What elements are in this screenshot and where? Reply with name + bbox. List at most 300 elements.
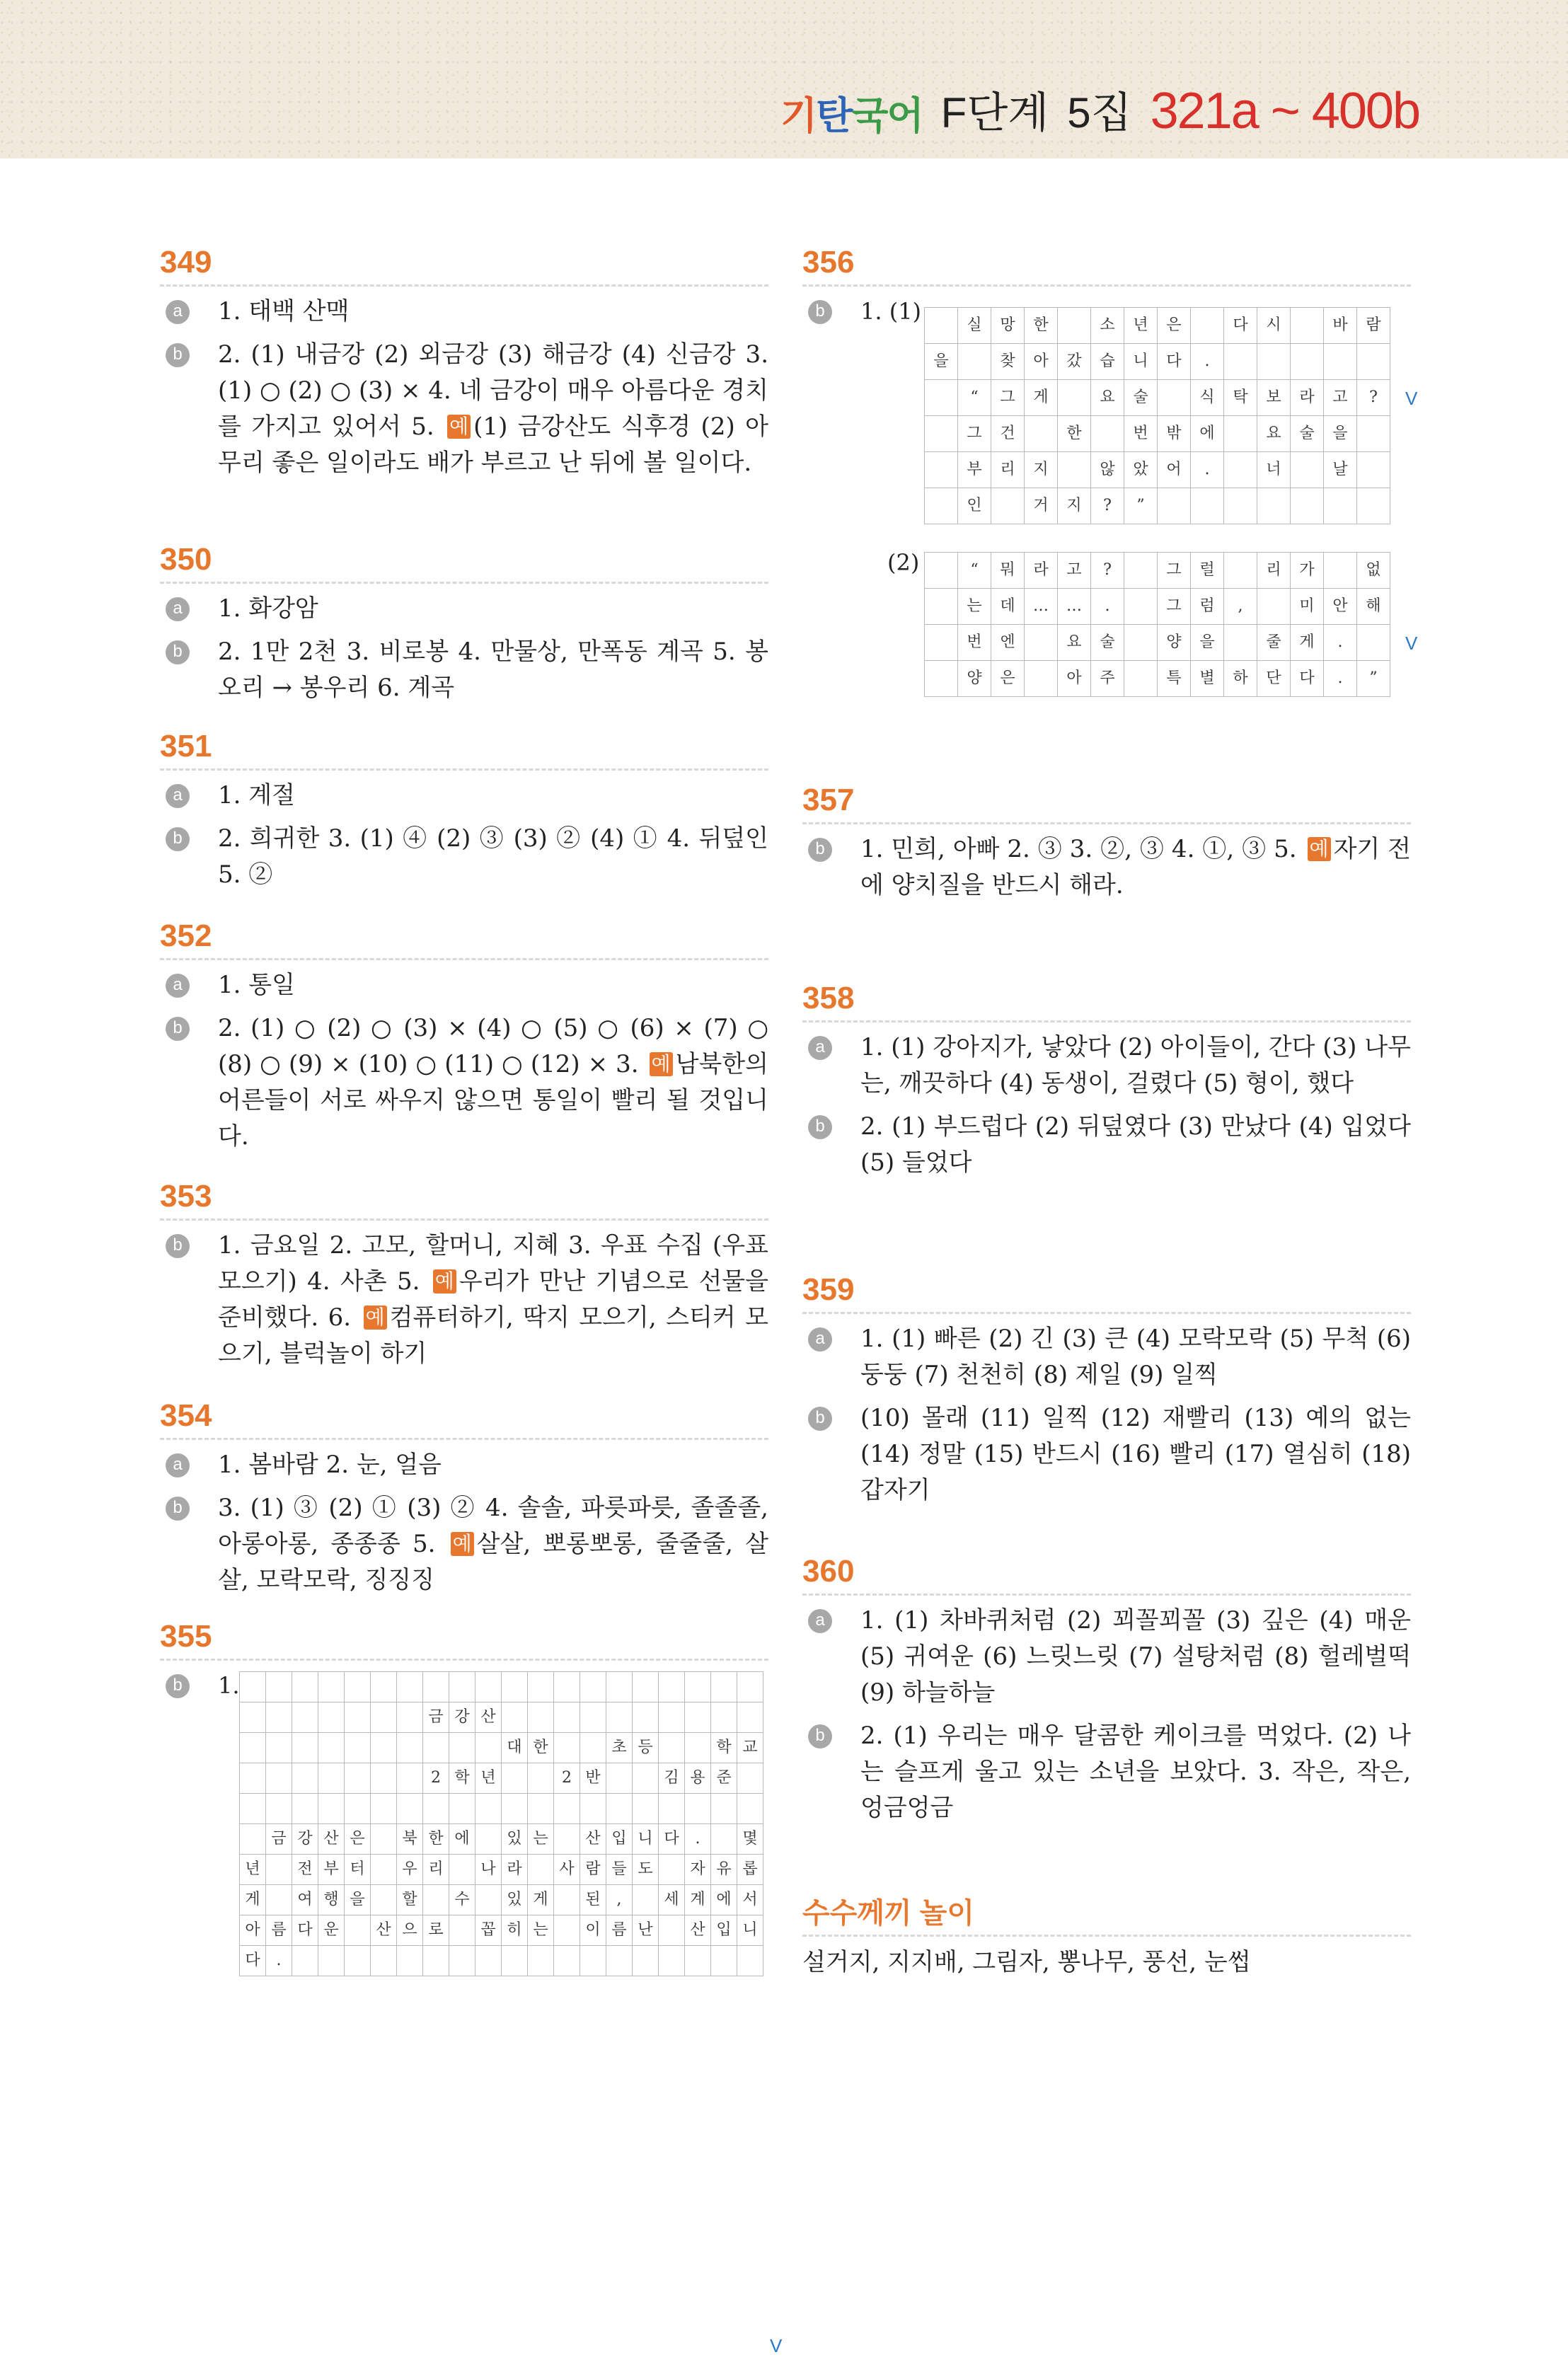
grid-cell bbox=[684, 1732, 711, 1763]
grid-cell bbox=[1090, 415, 1124, 452]
grid-cell: . bbox=[684, 1823, 711, 1855]
part-a bbox=[160, 778, 768, 814]
grid-cell: 그 bbox=[1157, 552, 1191, 589]
grid-cell: 한 bbox=[422, 1823, 449, 1855]
answer-351 bbox=[160, 725, 768, 893]
grid-cell bbox=[737, 1945, 763, 1976]
grid-cell: 다 bbox=[1223, 307, 1257, 344]
marker-a-icon: a bbox=[166, 597, 190, 621]
section-number: 354 bbox=[160, 1394, 768, 1440]
grid-cell: 세 bbox=[658, 1884, 685, 1915]
answer-353 bbox=[160, 1175, 768, 1372]
grid-cell: 게 bbox=[1290, 624, 1324, 661]
grid-cell bbox=[344, 1945, 371, 1976]
grid-cell bbox=[239, 1732, 266, 1763]
grid-cell bbox=[1356, 451, 1390, 488]
grid-cell: ” bbox=[1124, 488, 1158, 524]
grid-cell: 한 bbox=[1024, 307, 1058, 344]
grid-cell: “ bbox=[957, 379, 991, 416]
grid-cell: 망 bbox=[991, 307, 1025, 344]
grid-cell: 니 bbox=[1124, 343, 1158, 380]
grid-cell bbox=[449, 1945, 475, 1976]
marker-b-icon: b bbox=[166, 1674, 190, 1698]
grid-cell: 전 bbox=[292, 1854, 318, 1885]
grid-cell bbox=[527, 1854, 554, 1885]
grid-cell bbox=[475, 1823, 502, 1855]
grid-cell: 게 bbox=[527, 1884, 554, 1915]
grid-cell: 그 bbox=[957, 415, 991, 452]
grid-cell bbox=[292, 1671, 318, 1702]
grid-cell: 특 bbox=[1157, 660, 1191, 697]
grid-cell: 다 bbox=[239, 1945, 266, 1976]
grid-cell bbox=[1124, 588, 1158, 625]
grid-cell bbox=[527, 1671, 554, 1702]
answer-349 bbox=[160, 241, 768, 481]
part-a bbox=[160, 591, 768, 627]
grid-cell bbox=[265, 1763, 292, 1794]
grid-cell bbox=[1356, 343, 1390, 380]
grid-cell: 등 bbox=[632, 1732, 659, 1763]
marker-a-icon: a bbox=[166, 784, 190, 808]
logo-part-3: 국어 bbox=[851, 93, 923, 138]
grid-cell bbox=[606, 1763, 633, 1794]
grid-cell: 라 bbox=[1290, 379, 1324, 416]
grid-cell bbox=[710, 1793, 737, 1824]
grid-cell: 산 bbox=[370, 1915, 397, 1946]
grid-row bbox=[239, 1793, 763, 1823]
grid-cell bbox=[737, 1702, 763, 1733]
grid-cell: 도 bbox=[632, 1854, 659, 1885]
section-number: 359 bbox=[802, 1268, 1411, 1314]
grid-cell: 니 bbox=[632, 1823, 659, 1855]
grid-cell: 단 bbox=[1257, 660, 1291, 697]
grid-cell: 에 bbox=[1190, 415, 1224, 452]
grid-cell: 리 bbox=[422, 1854, 449, 1885]
grid-cell: 다 bbox=[292, 1915, 318, 1946]
grid-cell: 술 bbox=[1124, 379, 1158, 416]
section-number: 356 bbox=[802, 241, 1411, 287]
grid-cell bbox=[553, 1793, 580, 1824]
answer-label: 1. (1) bbox=[860, 298, 922, 325]
grid-cell bbox=[370, 1793, 397, 1824]
grid-cell bbox=[370, 1854, 397, 1885]
grid-cell: 한 bbox=[1057, 415, 1091, 452]
answer-text: 1. (1) 강아지가, 낳았다 (2) 아이들이, 간다 (3) 나무는, 깨끗하다 (4) 동생이, 걸렸다 (5) 형이, 했다 bbox=[860, 1033, 1411, 1097]
section-number: 355 bbox=[160, 1615, 768, 1661]
grid-cell bbox=[684, 1945, 711, 1976]
grid-cell: 금 bbox=[265, 1823, 292, 1855]
grid-cell: 은 bbox=[1157, 307, 1191, 344]
answer-text: 1. 화강암 bbox=[218, 594, 318, 623]
grid-cell: 술 bbox=[1090, 624, 1124, 661]
grid-cell bbox=[344, 1671, 371, 1702]
grid-cell bbox=[710, 1671, 737, 1702]
answer-text: 1. (1) 차바퀴처럼 (2) 꾀꼴꾀꼴 (3) 깊은 (4) 매운 (5) 귀여운 (6) 느릿느릿 (7) 설탕처럼 (8) 헐레벌떡 (9) 하늘하늘 bbox=[860, 1606, 1411, 1707]
grid-cell bbox=[1057, 307, 1091, 344]
logo-part-1: 기 bbox=[780, 93, 817, 138]
grid-cell: 라 bbox=[1024, 552, 1058, 589]
part-b bbox=[160, 1490, 768, 1598]
grid-cell bbox=[449, 1732, 475, 1763]
page-header bbox=[0, 0, 1568, 159]
grid-cell: 유 bbox=[710, 1854, 737, 1885]
grid-cell: 을 bbox=[1323, 415, 1357, 452]
grid-cell: 계 bbox=[684, 1884, 711, 1915]
answer-354 bbox=[160, 1394, 768, 1598]
part-a bbox=[802, 1030, 1411, 1102]
grid-cell bbox=[265, 1732, 292, 1763]
grid-cell bbox=[396, 1702, 423, 1733]
part-a bbox=[802, 1603, 1411, 1711]
part-b bbox=[160, 337, 768, 481]
grid-cell bbox=[527, 1763, 554, 1794]
grid-cell bbox=[449, 1854, 475, 1885]
grid-row bbox=[924, 379, 1390, 415]
grid-cell: 별 bbox=[1190, 660, 1224, 697]
header-title bbox=[780, 76, 1419, 140]
grid-cell bbox=[1290, 343, 1324, 380]
marker-b-icon: b bbox=[808, 838, 832, 862]
grid-cell bbox=[1323, 488, 1357, 524]
grid-cell: 너 bbox=[1257, 451, 1291, 488]
grid-cell: … bbox=[1057, 588, 1091, 625]
grid-cell bbox=[684, 1671, 711, 1702]
grid-cell bbox=[1356, 488, 1390, 524]
grid-cell: . bbox=[1190, 451, 1224, 488]
riddle-section bbox=[802, 1892, 1411, 1983]
grid-cell: 않 bbox=[1090, 451, 1124, 488]
grid-cell: 라 bbox=[501, 1854, 528, 1885]
answer-356 bbox=[802, 241, 1418, 687]
grid-cell bbox=[1223, 552, 1257, 589]
section-number: 349 bbox=[160, 241, 768, 287]
answer-label: 1. bbox=[218, 1672, 240, 1699]
grid-row bbox=[924, 660, 1390, 696]
grid-cell: 는 bbox=[957, 588, 991, 625]
grid-cell: 부 bbox=[957, 451, 991, 488]
grid-cell: 뭐 bbox=[991, 552, 1025, 589]
grid-cell bbox=[370, 1732, 397, 1763]
insertion-mark-icon: V bbox=[770, 2335, 783, 2356]
grid-cell: 요 bbox=[1057, 624, 1091, 661]
grid-cell: 초 bbox=[606, 1732, 633, 1763]
grid-cell bbox=[1024, 415, 1058, 452]
grid-cell: 금 bbox=[422, 1702, 449, 1733]
grid-cell bbox=[684, 1702, 711, 1733]
grid-cell bbox=[737, 1671, 763, 1702]
grid-cell: 몇 bbox=[737, 1823, 763, 1855]
grid-cell: 주 bbox=[1090, 660, 1124, 697]
marker-b-icon: b bbox=[166, 1497, 190, 1521]
grid-cell bbox=[318, 1945, 345, 1976]
grid-cell: . bbox=[1323, 624, 1357, 661]
grid-cell: 학 bbox=[710, 1732, 737, 1763]
grid-cell: 보 bbox=[1257, 379, 1291, 416]
grid-cell bbox=[370, 1702, 397, 1733]
grid-cell bbox=[396, 1793, 423, 1824]
grid-cell: 건 bbox=[991, 415, 1025, 452]
grid-cell bbox=[606, 1793, 633, 1824]
grid-cell bbox=[710, 1702, 737, 1733]
answer-text: 1. 태백 산맥 bbox=[218, 297, 350, 325]
grid-cell bbox=[606, 1945, 633, 1976]
grid-cell bbox=[1124, 660, 1158, 697]
part-b bbox=[160, 1228, 768, 1372]
grid-cell bbox=[318, 1793, 345, 1824]
grid-cell: 꼽 bbox=[475, 1915, 502, 1946]
grid-cell bbox=[449, 1915, 475, 1946]
grid-cell bbox=[292, 1763, 318, 1794]
grid-cell: 럴 bbox=[1190, 552, 1224, 589]
answer-350 bbox=[160, 538, 768, 706]
grid-cell bbox=[606, 1671, 633, 1702]
grid-cell: 미 bbox=[1290, 588, 1324, 625]
grid-cell: 난 bbox=[632, 1915, 659, 1946]
grid-cell bbox=[1157, 379, 1191, 416]
grid-cell: 고 bbox=[1323, 379, 1357, 416]
grid-cell bbox=[553, 1732, 580, 1763]
grid-cell bbox=[239, 1823, 266, 1855]
grid-cell bbox=[239, 1793, 266, 1824]
insertion-mark-icon: V bbox=[1405, 388, 1418, 409]
grid-cell bbox=[475, 1793, 502, 1824]
grid-cell: 람 bbox=[1356, 307, 1390, 344]
grid-cell: 갔 bbox=[1057, 343, 1091, 380]
grid-cell bbox=[475, 1884, 502, 1915]
grid-cell: 번 bbox=[957, 624, 991, 661]
grid-cell bbox=[924, 307, 958, 344]
grid-cell: 있 bbox=[501, 1884, 528, 1915]
grid-cell bbox=[344, 1732, 371, 1763]
grid-cell bbox=[344, 1793, 371, 1824]
grid-cell: 고 bbox=[1057, 552, 1091, 589]
answer-355 bbox=[160, 1615, 783, 2356]
grid-cell: 지 bbox=[1057, 488, 1091, 524]
grid-cell bbox=[658, 1793, 685, 1824]
grid-cell bbox=[580, 1945, 606, 1976]
marker-a-icon: a bbox=[808, 1036, 832, 1060]
grid-cell bbox=[1290, 451, 1324, 488]
answer-358 bbox=[802, 976, 1411, 1181]
manuscript-grid-1 bbox=[924, 307, 1390, 524]
grid-cell bbox=[1057, 451, 1091, 488]
marker-b-icon: b bbox=[808, 1115, 832, 1139]
grid-cell bbox=[1190, 488, 1224, 524]
grid-cell bbox=[396, 1763, 423, 1794]
grid-cell bbox=[344, 1915, 371, 1946]
grid-cell: , bbox=[1223, 588, 1257, 625]
level-label: F단계 bbox=[940, 89, 1049, 137]
grid-cell bbox=[606, 1702, 633, 1733]
grid-cell bbox=[501, 1763, 528, 1794]
answer-text: 1. 봄바람 2. 눈, 얼음 bbox=[218, 1451, 442, 1479]
grid-cell bbox=[632, 1671, 659, 1702]
grid-cell: . bbox=[1323, 660, 1357, 697]
grid-cell: 날 bbox=[1323, 451, 1357, 488]
part-b bbox=[802, 1109, 1411, 1181]
grid-cell: , bbox=[606, 1884, 633, 1915]
grid-cell bbox=[1024, 660, 1058, 697]
grid-cell bbox=[1223, 415, 1257, 452]
grid-cell bbox=[553, 1671, 580, 1702]
grid-cell: 은 bbox=[344, 1823, 371, 1855]
marker-a-icon: a bbox=[808, 1609, 832, 1633]
answer-352 bbox=[160, 914, 768, 1155]
grid-cell bbox=[475, 1732, 502, 1763]
grid-row bbox=[239, 1854, 763, 1884]
section-number: 358 bbox=[802, 976, 1411, 1022]
grid-cell bbox=[737, 1763, 763, 1794]
grid-cell: 없 bbox=[1356, 552, 1390, 589]
answer-357 bbox=[802, 778, 1411, 904]
grid-cell bbox=[239, 1671, 266, 1702]
grid-cell: 은 bbox=[991, 660, 1025, 697]
manuscript-grid bbox=[239, 1671, 763, 1976]
grid-row bbox=[239, 1671, 763, 1702]
grid-cell: 강 bbox=[292, 1823, 318, 1855]
grid-cell: 자 bbox=[684, 1854, 711, 1885]
grid-cell: 을 bbox=[344, 1884, 371, 1915]
grid-cell: 으 bbox=[396, 1915, 423, 1946]
grid-cell bbox=[658, 1671, 685, 1702]
grid-cell bbox=[658, 1854, 685, 1885]
part-b bbox=[160, 821, 768, 893]
grid-cell: 어 bbox=[1157, 451, 1191, 488]
brand-logo bbox=[780, 86, 923, 140]
grid-cell: 산 bbox=[475, 1702, 502, 1733]
grid-cell: 았 bbox=[1124, 451, 1158, 488]
grid-row bbox=[239, 1915, 763, 1945]
grid-cell: 니 bbox=[737, 1915, 763, 1946]
example-badge-icon: 예 bbox=[447, 415, 471, 439]
answer-text: 1. 금요일 2. 고모, 할머니, 지혜 3. 우표 수집 (우표 모으기) 4. 사촌 5. 예 우리가 만난 기념으로 선물을 준비했다. 6. 예 컴퓨터하기, 딱지 모으기, 스티커 모으기, 블럭놀이 하기 bbox=[218, 1231, 768, 1368]
grid-cell bbox=[475, 1671, 502, 1702]
grid-cell: 을 bbox=[1190, 624, 1224, 661]
grid-cell: 게 bbox=[239, 1884, 266, 1915]
answer-text: (10) 몰래 (11) 일찍 (12) 재빨리 (13) 예의 없는 (14) 정말 (15) 반드시 (16) 빨리 (17) 열심히 (18) 갑자기 bbox=[860, 1404, 1411, 1504]
grid-cell bbox=[924, 451, 958, 488]
grid-cell bbox=[1223, 488, 1257, 524]
part-a bbox=[160, 1447, 768, 1483]
grid-cell: 있 bbox=[501, 1823, 528, 1855]
grid-row bbox=[239, 1823, 763, 1854]
grid-cell: 찾 bbox=[991, 343, 1025, 380]
grid-cell bbox=[370, 1671, 397, 1702]
grid-cell: 년 bbox=[475, 1763, 502, 1794]
grid-cell bbox=[265, 1884, 292, 1915]
grid-cell bbox=[292, 1945, 318, 1976]
grid-cell: 양 bbox=[1157, 624, 1191, 661]
grid-cell: 람 bbox=[580, 1854, 606, 1885]
grid-cell bbox=[553, 1945, 580, 1976]
grid-cell: 번 bbox=[1124, 415, 1158, 452]
grid-cell bbox=[1223, 624, 1257, 661]
grid-cell bbox=[396, 1732, 423, 1763]
grid-cell: 강 bbox=[449, 1702, 475, 1733]
marker-a-icon: a bbox=[166, 974, 190, 998]
marker-b-icon: b bbox=[166, 343, 190, 367]
marker-b-icon: b bbox=[808, 1407, 832, 1431]
grid-cell bbox=[292, 1702, 318, 1733]
grid-cell: 소 bbox=[1090, 307, 1124, 344]
grid-cell bbox=[265, 1854, 292, 1885]
part-b bbox=[160, 1010, 768, 1155]
grid-cell bbox=[580, 1732, 606, 1763]
marker-b-icon: b bbox=[166, 1017, 190, 1041]
grid-cell: . bbox=[265, 1945, 292, 1976]
grid-cell bbox=[265, 1793, 292, 1824]
grid-cell: 름 bbox=[265, 1915, 292, 1946]
grid-cell: 사 bbox=[553, 1854, 580, 1885]
grid-cell bbox=[475, 1945, 502, 1976]
grid-cell: . bbox=[1190, 343, 1224, 380]
grid-row bbox=[924, 307, 1390, 343]
grid-cell bbox=[924, 660, 958, 697]
grid-cell bbox=[239, 1702, 266, 1733]
part-a bbox=[160, 967, 768, 1003]
grid-cell bbox=[1323, 552, 1357, 589]
grid-cell bbox=[1223, 451, 1257, 488]
grid-cell bbox=[318, 1732, 345, 1763]
grid-cell: 그 bbox=[991, 379, 1025, 416]
grid-cell bbox=[658, 1945, 685, 1976]
grid-cell: 요 bbox=[1257, 415, 1291, 452]
grid-cell: 산 bbox=[580, 1823, 606, 1855]
grid-row bbox=[924, 552, 1390, 588]
grid-cell: 습 bbox=[1090, 343, 1124, 380]
grid-cell: 로 bbox=[422, 1915, 449, 1946]
grid-cell: 인 bbox=[957, 488, 991, 524]
grid-row bbox=[239, 1945, 763, 1976]
marker-a-icon: a bbox=[166, 1453, 190, 1477]
answer-text: 1. 민희, 아빠 2. ③ 3. ②, ③ 4. ①, ③ 5. 예 자기 전에 양치질을 반드시 해라. bbox=[860, 835, 1412, 899]
grid-cell bbox=[370, 1884, 397, 1915]
grid-cell bbox=[449, 1793, 475, 1824]
grid-cell: 시 bbox=[1257, 307, 1291, 344]
grid-cell bbox=[1290, 307, 1324, 344]
grid-cell: 년 bbox=[239, 1854, 266, 1885]
marker-b-icon: b bbox=[808, 300, 832, 324]
grid-cell: 름 bbox=[606, 1915, 633, 1946]
grid-cell: 줄 bbox=[1257, 624, 1291, 661]
grid-cell bbox=[422, 1884, 449, 1915]
grid-cell: 럼 bbox=[1190, 588, 1224, 625]
grid-cell: 리 bbox=[1257, 552, 1291, 589]
range-label: 321a ~ 400b bbox=[1150, 83, 1419, 139]
grid-cell bbox=[501, 1793, 528, 1824]
grid-cell bbox=[449, 1671, 475, 1702]
answer-360 bbox=[802, 1550, 1411, 1826]
marker-a-icon: a bbox=[166, 300, 190, 324]
grid-cell bbox=[265, 1702, 292, 1733]
grid-cell: 는 bbox=[527, 1915, 554, 1946]
grid-cell: “ bbox=[957, 552, 991, 589]
grid-cell bbox=[553, 1823, 580, 1855]
section-number: 360 bbox=[802, 1550, 1411, 1596]
grid-row bbox=[924, 451, 1390, 488]
marker-a-icon: a bbox=[808, 1327, 832, 1352]
grid-cell: 바 bbox=[1323, 307, 1357, 344]
grid-cell bbox=[501, 1671, 528, 1702]
grid-cell bbox=[632, 1945, 659, 1976]
grid-cell: 교 bbox=[737, 1732, 763, 1763]
answer-text: 1. 통일 bbox=[218, 971, 295, 999]
logo-part-2: 탄 bbox=[816, 93, 852, 138]
grid-cell bbox=[1257, 588, 1291, 625]
grid-cell bbox=[924, 588, 958, 625]
grid-cell bbox=[422, 1732, 449, 1763]
grid-cell: 거 bbox=[1024, 488, 1058, 524]
